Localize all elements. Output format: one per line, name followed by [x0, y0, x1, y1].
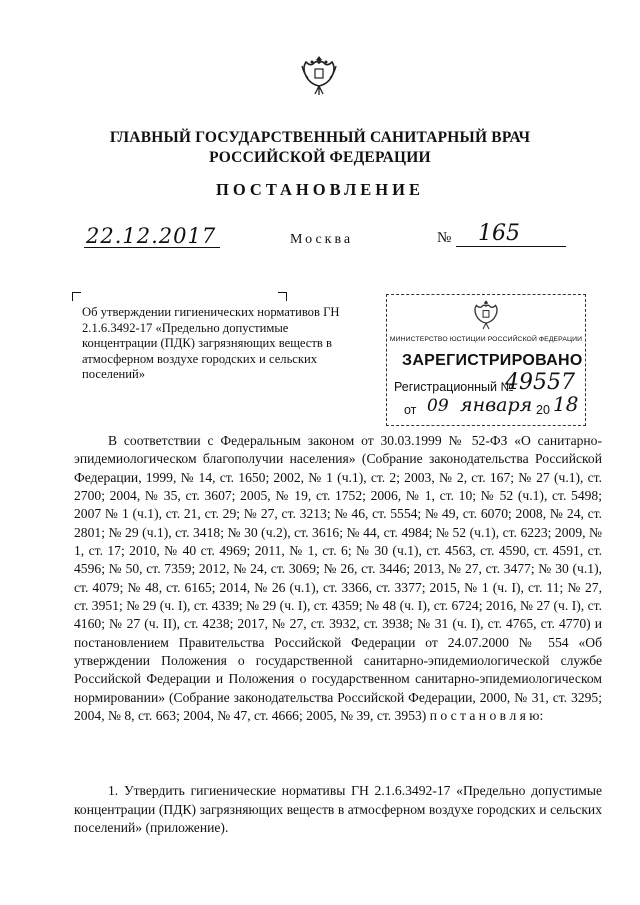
document-type: ПОСТАНОВЛЕНИЕ [216, 180, 424, 199]
stamp-date-month: января [460, 394, 533, 416]
number-label: № [437, 230, 452, 246]
subject-corner-left [72, 292, 81, 301]
stamp-ministry: МИНИСТЕРСТВО ЮСТИЦИИ РОССИЙСКОЙ ФЕДЕРАЦИИ [389, 336, 583, 343]
resolution-points [74, 782, 602, 838]
document-city: Москва [290, 232, 354, 247]
preamble [74, 432, 602, 726]
double-headed-eagle-icon [298, 52, 340, 98]
document-date: 22.12.2017 [84, 225, 220, 248]
stamp-registered: ЗАРЕГИСТРИРОВАНО [402, 352, 583, 369]
point-1: 1. Утвердить гигиенические нормативы ГН 2.1.6.3492-17 «Предельно допустимые концентрации (ПДК) загрязняющих веществ в атмосферном воздухе городских и сельских поселений» (приложение). [74, 783, 602, 836]
stamp-year-prefix: 20 [536, 403, 550, 417]
subject-corner-right [278, 292, 287, 301]
preamble-paragraph: В соответствии с Федеральным законом от 30.03.1999 № 52-ФЗ «О санитарно-эпидемиологическом благополучии населения» (Собрание законодательства Российской Федерации, 1999, № 14, ст. 1650; 2002, № 1 (ч.1), ст. 2; 2003, № 2, ст. 167; № 27 (ч.1), ст. 2700; 2004, № 35, ст. 3607; 2005, № 19, ст. 1752; 2006, № 1, ст. 10; № 52 (ч.1), ст. 5498; 2007 № 1 (ч.1), ст. 21, ст. 29; № 27, ст. 3213; № 46, ст. 5554; № 49, ст. 6070; 2008, № 24, ст. 2801; № 29 (ч.1), ст. 3418; № 30 (ч.2), ст. 3616; № 44, ст. 4984; № 52 (ч.1), ст. 6223; 2009, № 1, ст. 17; 2010, № 40 ст. 4969; 2011, № 1, ст. 6; № 30 (ч.1), ст. 4563, ст. 4590, ст. 4591, ст. 4596; № 50, ст. 7359; 2012, № 24, ст. 3069; № 26, ст. 3446; 2013, № 27, ст. 3477; № 30 (ч.1), ст. 4079; № 48, ст. 6165; 2014, № 26 (ч.1), ст. 3366, ст. 3377; 2015, № 1 (ч. I), ст. 11; № 27, ст. 3951; № 29 (ч. I), ст. 4339; № 29 (ч. I), ст. 4359; № 48 (ч. I), ст. 6724; 2016, № 27 (ч. I), ст. 4160; № 27 (ч. II), ст. 4238; 2017, № 27, ст. 3932, ст. 3938; № 31 (ч. I), ст. 4765, ст. 4770) и постановлением Правительства Российской Федерации от 24.07.2000 № 554 «Об утверждении Положения о государственной санитарно-эпидемиологической службе Российской Федерации и Положения о государственном санитарно-эпидемиологическом нормировании» (Собрание законодательства Российской Федерации, 2000, № 31, ст. 3295; 2004, № 8, ст. 663; 2004, № 47, ст. 4666; 2005, № 39, ст. 3953) п о с т а н о в л я ю: [74, 433, 602, 724]
stamp-reg-label: Регистрационный № [394, 380, 514, 394]
issuer-line-1: ГЛАВНЫЙ ГОСУДАРСТВЕННЫЙ САНИТАРНЫЙ ВРАЧ [109, 129, 531, 146]
stamp-reg-number: 49557 [505, 370, 575, 395]
stamp-from-label: от [404, 403, 417, 417]
document-subject: Об утверждении гигиенических нормативов ГН 2.1.6.3492-17 «Предельно допустимые концентрации (ПДК) загрязняющих веществ в атмосферном воздухе городских и сельских поселений» [82, 305, 340, 382]
stamp-eagle-icon [470, 298, 502, 332]
issuer-line-2: РОССИЙСКОЙ ФЕДЕРАЦИИ [209, 149, 431, 166]
stamp-date-day: 09 [427, 396, 449, 416]
stamp-year-suffix: 18 [553, 392, 579, 416]
document-number: 165 [456, 222, 566, 247]
